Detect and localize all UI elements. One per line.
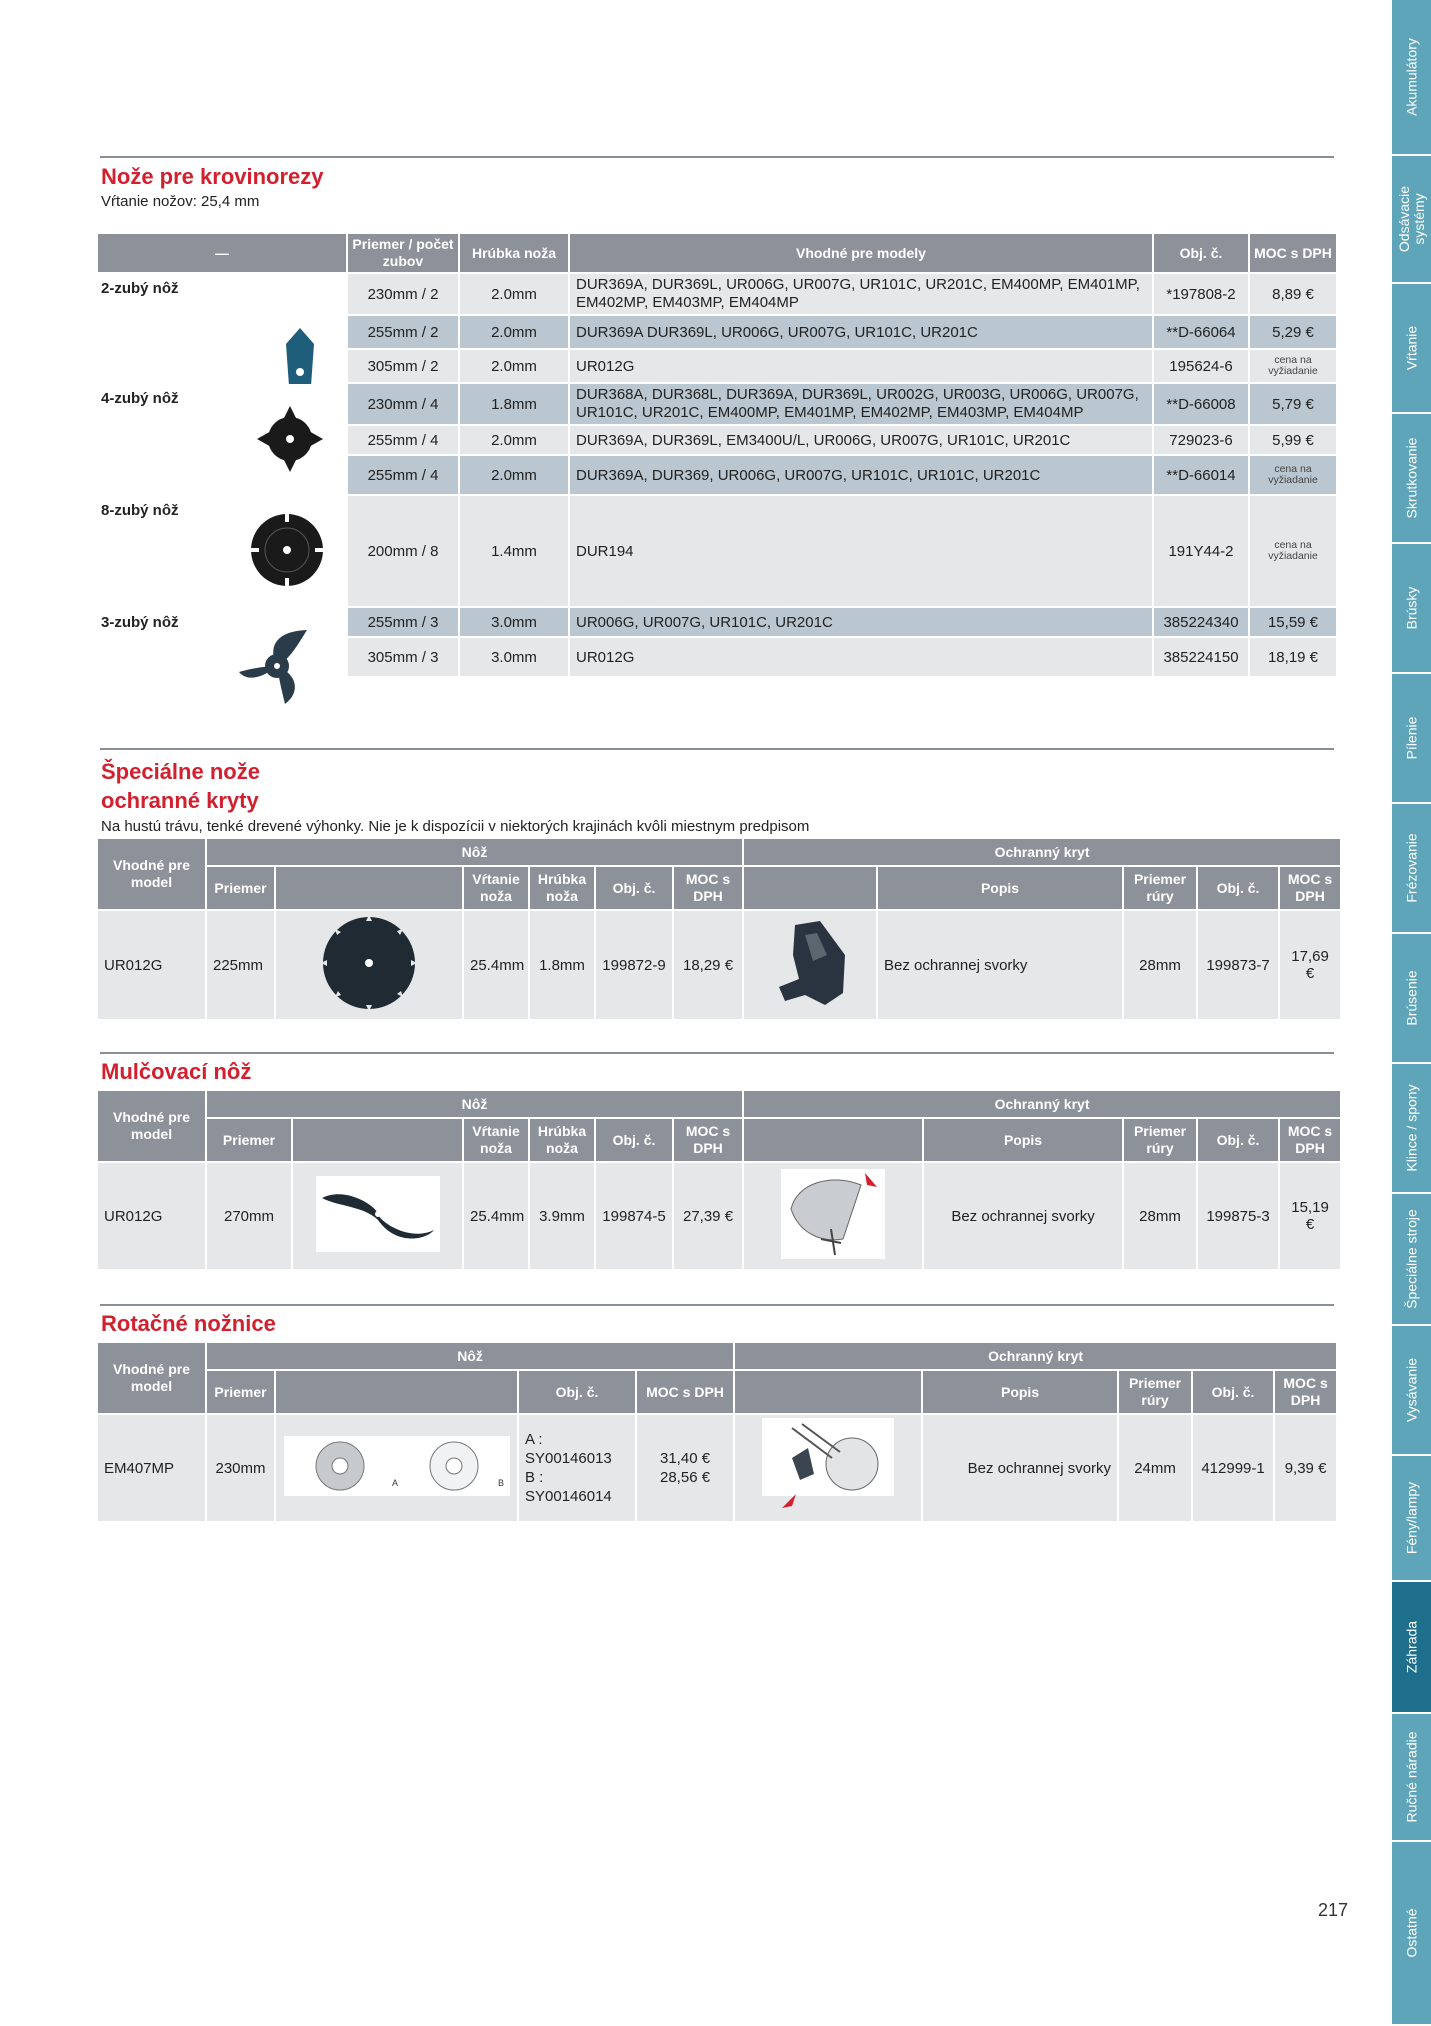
special-blades-table	[96, 837, 1342, 1021]
circular-saw-blade-image	[319, 913, 419, 1013]
header-order-no: Obj. č.	[595, 866, 673, 910]
cell: 200mm / 8	[347, 495, 459, 607]
cell: Bez ochrannej svorky	[923, 1162, 1123, 1270]
cell: 25.4mm	[463, 910, 529, 1020]
cell: UR012G	[569, 349, 1153, 383]
group-label: 8-zubý nôž	[101, 502, 179, 519]
header-thickness: Hrúbka noža	[459, 233, 569, 273]
header-price: MOC s DPH	[1249, 233, 1337, 273]
cell: EM407MP	[97, 1414, 206, 1522]
cell: 199873-7	[1197, 910, 1279, 1020]
header-blade: Nôž	[206, 1090, 743, 1118]
cell: **D-66008	[1153, 383, 1249, 425]
cell: 3.0mm	[459, 637, 569, 677]
cell: 2.0mm	[459, 315, 569, 349]
cell	[518, 1414, 636, 1522]
cell: 24mm	[1118, 1414, 1192, 1522]
tab-brusky[interactable]	[1392, 544, 1431, 674]
blade-8-tooth-image	[247, 510, 327, 590]
image-label-a: A	[391, 1478, 398, 1488]
tab-akumulatory[interactable]	[1392, 0, 1431, 156]
header-blade: Nôž	[206, 838, 743, 866]
header-order-no: Obj. č.	[1192, 1370, 1274, 1414]
group-cell	[97, 273, 347, 383]
cell: 8,89 €	[1249, 273, 1337, 315]
guard-illustration-image	[762, 1418, 894, 1514]
tab-label: Frézovanie	[1403, 833, 1419, 903]
cell: 195624-6	[1153, 349, 1249, 383]
section-title: Špeciálne nože	[101, 759, 260, 784]
header-order-no: Obj. č.	[518, 1370, 636, 1414]
table-row	[97, 1162, 1341, 1270]
header-image	[275, 866, 463, 910]
tab-label: Vŕtanie	[1403, 325, 1419, 371]
price-a: 31,40 €	[660, 1450, 711, 1467]
cell: 5,99 €	[1249, 425, 1337, 455]
cell: 199875-3	[1197, 1162, 1279, 1270]
cell: 3.9mm	[529, 1162, 595, 1270]
cell: 5,29 €	[1249, 315, 1337, 349]
header-price: MOC s DPH	[673, 866, 743, 910]
table-row	[97, 607, 1337, 637]
blade-4-tooth-image	[255, 404, 325, 474]
header-guard: Ochranný kryt	[743, 838, 1341, 866]
cell: cena na vyžiadanie	[1249, 455, 1337, 495]
cell: 3.0mm	[459, 607, 569, 637]
group-label: 4-zubý nôž	[101, 390, 179, 407]
tab-frezovanie[interactable]	[1392, 804, 1431, 934]
cell: Bez ochrannej svorky	[922, 1414, 1118, 1522]
cell: Bez ochrannej svorky	[877, 910, 1123, 1020]
cell: 2.0mm	[459, 455, 569, 495]
table-row	[97, 495, 1337, 607]
cell: 1.4mm	[459, 495, 569, 607]
section-title: Nože pre krovinorezy	[101, 164, 324, 189]
header-blade: Nôž	[206, 1342, 734, 1370]
cell: 255mm / 3	[347, 607, 459, 637]
cell: DUR369A DUR369L, UR006G, UR007G, UR101C, UR201C	[569, 315, 1153, 349]
header-tube-diameter: Priemer rúry	[1123, 1118, 1197, 1162]
cell: 2.0mm	[459, 349, 569, 383]
header-bore: Vŕtanie noža	[463, 866, 529, 910]
group-label: 3-zubý nôž	[101, 614, 179, 631]
header-image	[275, 1370, 518, 1414]
cell: 18,19 €	[1249, 637, 1337, 677]
header-diameter: Priemer	[206, 1118, 292, 1162]
cell: 2.0mm	[459, 425, 569, 455]
rotary-shears-table	[96, 1341, 1338, 1523]
header-model: Vhodné pre model	[97, 1342, 206, 1414]
header-thickness: Hrúbka noža	[529, 866, 595, 910]
cell: 255mm / 4	[347, 455, 459, 495]
cell: DUR369A, DUR369L, EM3400U/L, UR006G, UR007G, UR101C, UR201C	[569, 425, 1153, 455]
order-no-b: B : SY00146014	[525, 1469, 612, 1505]
tab-skrutkovanie[interactable]	[1392, 414, 1431, 544]
cell: **D-66064	[1153, 315, 1249, 349]
header-image	[734, 1370, 922, 1414]
cell: cena na vyžiadanie	[1249, 349, 1337, 383]
tab-label: Špeciálne stroje	[1403, 1209, 1419, 1309]
blade-3-tooth-image	[237, 626, 317, 706]
cell: 305mm / 2	[347, 349, 459, 383]
cell: 28mm	[1123, 1162, 1197, 1270]
header-description: Popis	[923, 1118, 1123, 1162]
cell: 255mm / 4	[347, 425, 459, 455]
cell	[743, 1162, 923, 1270]
cell: 2.0mm	[459, 273, 569, 315]
header-image	[292, 1118, 463, 1162]
tab-vrtanie[interactable]	[1392, 284, 1431, 414]
tab-label: Fény/lampy	[1403, 1481, 1419, 1555]
header-order-no: Obj. č.	[595, 1118, 673, 1162]
cell: 385224150	[1153, 637, 1249, 677]
tab-feny-lampy[interactable]	[1392, 1456, 1431, 1582]
cell: 191Y44-2	[1153, 495, 1249, 607]
cell: **D-66014	[1153, 455, 1249, 495]
cell: 15,19 €	[1279, 1162, 1341, 1270]
cell: 385224340	[1153, 607, 1249, 637]
side-tab-bar	[1392, 0, 1431, 2024]
cell: 27,39 €	[673, 1162, 743, 1270]
table-row	[97, 910, 1341, 1020]
cell: DUR369A, DUR369L, UR006G, UR007G, UR101C, UR201C, EM400MP, EM401MP, EM402MP, EM403MP, EM404MP	[569, 273, 1153, 315]
header-model: Vhodné pre model	[97, 838, 206, 910]
tab-pilenie[interactable]	[1392, 674, 1431, 804]
mulching-blade-image	[316, 1176, 440, 1252]
tab-zahrada[interactable]	[1392, 1582, 1431, 1714]
cell: 25.4mm	[463, 1162, 529, 1270]
cell: 17,69 €	[1279, 910, 1341, 1020]
section-title-line2: ochranné kryty	[101, 788, 259, 813]
cell	[275, 1414, 518, 1522]
cell: DUR369A, DUR369, UR006G, UR007G, UR101C, UR101C, UR201C	[569, 455, 1153, 495]
table-row	[97, 383, 1337, 425]
tab-klince-spony[interactable]	[1392, 1064, 1431, 1194]
cell: 28mm	[1123, 910, 1197, 1020]
header-image	[743, 866, 877, 910]
cell: 305mm / 3	[347, 637, 459, 677]
header-models: Vhodné pre modely	[569, 233, 1153, 273]
cell: 5,79 €	[1249, 383, 1337, 425]
cell	[734, 1414, 922, 1522]
tab-brusenie[interactable]	[1392, 934, 1431, 1064]
tab-rucne-naradie[interactable]	[1392, 1714, 1431, 1842]
tab-label: Odsávacie systémy	[1395, 185, 1427, 253]
tab-label: Pílenie	[1403, 716, 1419, 760]
cell: UR012G	[97, 1162, 206, 1270]
section-divider	[100, 156, 1334, 158]
header-diameter: Priemer	[206, 866, 275, 910]
cell: 199872-9	[595, 910, 673, 1020]
header-description: Popis	[922, 1370, 1118, 1414]
section-title: Mulčovací nôž	[101, 1059, 252, 1084]
header-price: MOC s DPH	[636, 1370, 734, 1414]
cell	[275, 910, 463, 1020]
cell: 225mm	[206, 910, 275, 1020]
table-row	[97, 1414, 1337, 1522]
tab-label: Vysávanie	[1403, 1357, 1419, 1423]
cell: DUR194	[569, 495, 1153, 607]
cell: 412999-1	[1192, 1414, 1274, 1522]
cell: DUR368A, DUR368L, DUR369A, DUR369L, UR002G, UR003G, UR006G, UR007G, UR101C, UR201C, EM400MP, EM401MP, EM402MP, EM403MP, EM404MP	[569, 383, 1153, 425]
header-diameter: Priemer / počet zubov	[347, 233, 459, 273]
cell: 15,59 €	[1249, 607, 1337, 637]
header-price: MOC s DPH	[1279, 866, 1341, 910]
cell: 230mm / 2	[347, 273, 459, 315]
tab-label: Akumulátory	[1403, 38, 1419, 116]
cell: UR012G	[97, 910, 206, 1020]
blades-table	[96, 232, 1338, 678]
header-model: Vhodné pre model	[97, 1090, 206, 1162]
header-price: MOC s DPH	[673, 1118, 743, 1162]
cell: 230mm	[206, 1414, 275, 1522]
cell	[636, 1414, 734, 1522]
tab-label: Brúsky	[1403, 586, 1419, 630]
cell: 729023-6	[1153, 425, 1249, 455]
header-guard: Ochranný kryt	[734, 1342, 1337, 1370]
cell: 1.8mm	[529, 910, 595, 1020]
section-divider	[100, 748, 1334, 750]
tab-label: Ručné náradie	[1403, 1731, 1419, 1823]
section-subtitle: Na hustú trávu, tenké drevené výhonky. Nie je k dispozícii v niektorých krajinách kvôli miestnym predpisom	[101, 818, 810, 835]
cell: 255mm / 2	[347, 315, 459, 349]
order-no-a: A : SY00146013	[525, 1431, 612, 1467]
cell: UR012G	[569, 637, 1153, 677]
tab-label: Záhrada	[1403, 1620, 1419, 1674]
tab-label: Klince / spony	[1403, 1084, 1419, 1172]
tab-vysavanie[interactable]	[1392, 1326, 1431, 1456]
header-order-no: Obj. č.	[1197, 1118, 1279, 1162]
cell: 199874-5	[595, 1162, 673, 1270]
group-cell	[97, 383, 347, 495]
header-thickness: Hrúbka noža	[529, 1118, 595, 1162]
image-label-b: B	[497, 1478, 504, 1488]
guard-image	[765, 915, 855, 1011]
header-price: MOC s DPH	[1279, 1118, 1341, 1162]
group-cell	[97, 495, 347, 607]
header-tube-diameter: Priemer rúry	[1118, 1370, 1192, 1414]
cell: 9,39 €	[1274, 1414, 1337, 1522]
header-image	[743, 1118, 923, 1162]
price-b: 28,56 €	[660, 1469, 711, 1486]
group-label: 2-zubý nôž	[101, 280, 179, 297]
cell: 270mm	[206, 1162, 292, 1270]
group-cell	[97, 607, 347, 677]
tab-ostatne[interactable]	[1392, 1842, 1431, 2026]
guard-illustration-image	[781, 1169, 885, 1259]
section-divider	[100, 1052, 1334, 1054]
header-price: MOC s DPH	[1274, 1370, 1337, 1414]
tab-label: Ostatné	[1403, 1908, 1419, 1958]
header-bore: Vŕtanie noža	[463, 1118, 529, 1162]
header-order-no: Obj. č.	[1197, 866, 1279, 910]
rotary-blades-image	[284, 1436, 510, 1496]
header-guard: Ochranný kryt	[743, 1090, 1341, 1118]
header-diameter: Priemer	[206, 1370, 275, 1414]
header-tube-diameter: Priemer rúry	[1123, 866, 1197, 910]
cell: UR006G, UR007G, UR101C, UR201C	[569, 607, 1153, 637]
cell	[743, 910, 877, 1020]
cell: 18,29 €	[673, 910, 743, 1020]
mulching-blade-table	[96, 1089, 1342, 1271]
cell: cena na vyžiadanie	[1249, 495, 1337, 607]
table-row	[97, 273, 1337, 315]
tab-odsavacie-systemy[interactable]	[1392, 156, 1431, 284]
tab-specialne-stroje[interactable]	[1392, 1194, 1431, 1326]
tab-label: Brúsenie	[1403, 970, 1419, 1026]
tab-label: Skrutkovanie	[1403, 437, 1419, 519]
cell	[292, 1162, 463, 1270]
page-number: 217	[1318, 1900, 1349, 1920]
header-description: Popis	[877, 866, 1123, 910]
section-divider	[100, 1304, 1334, 1306]
cell: 1.8mm	[459, 383, 569, 425]
cell: *197808-2	[1153, 273, 1249, 315]
header-order-no: Obj. č.	[1153, 233, 1249, 273]
section-subtitle: Vŕtanie nožov: 25,4 mm	[101, 193, 260, 210]
cell: 230mm / 4	[347, 383, 459, 425]
section-title: Rotačné nožnice	[101, 1311, 276, 1336]
header-dash: —	[97, 233, 347, 273]
